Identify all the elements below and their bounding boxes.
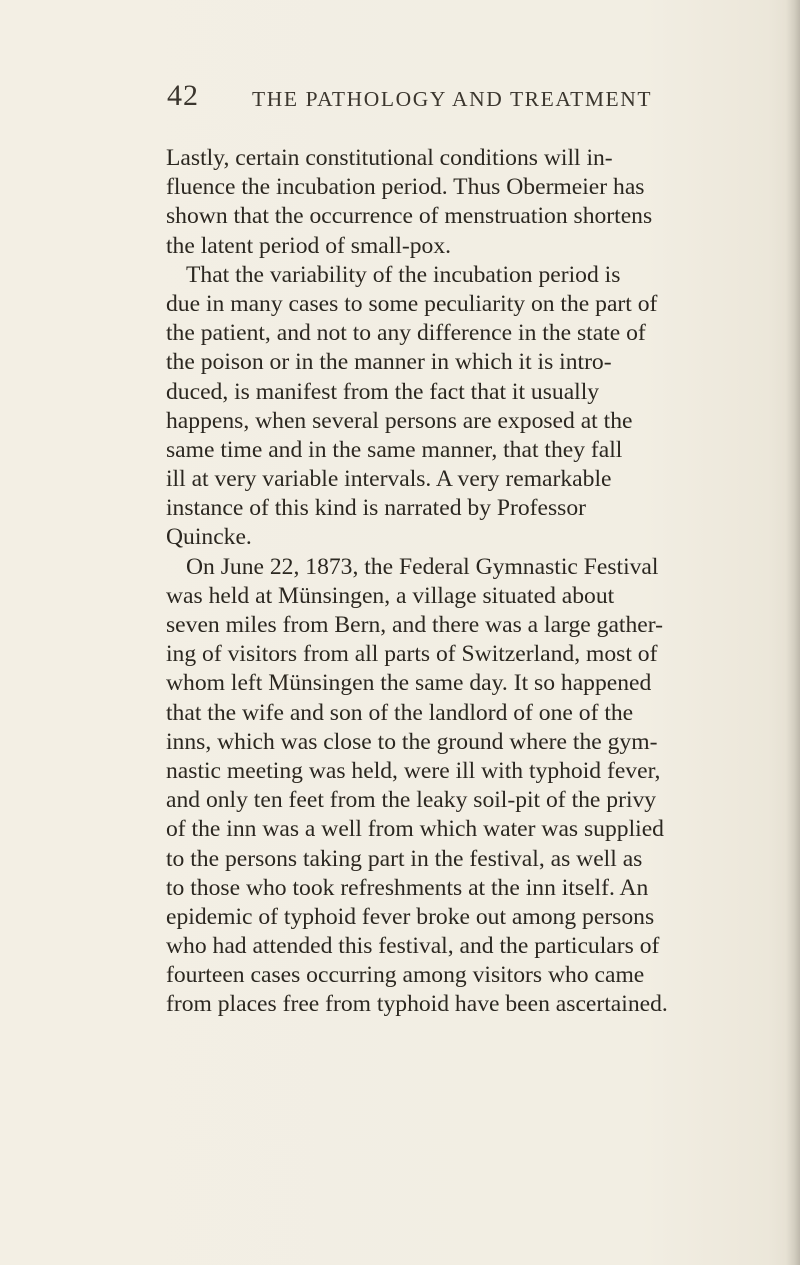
- text-line: That the variability of the incubation period is: [186, 261, 621, 288]
- text-line: instance of this kind is narrated by Professor: [166, 495, 587, 522]
- text-line: the poison or in the manner in which it is intro-: [166, 349, 612, 376]
- text-line: epidemic of typhoid fever broke out among persons: [166, 903, 655, 930]
- text-line: nastic meeting was held, were ill with typhoid fever,: [166, 757, 661, 784]
- text-line: due in many cases to some peculiarity on the part of: [166, 290, 658, 317]
- text-line: duced, is manifest from the fact that it usually: [166, 378, 600, 405]
- text-line: to the persons taking part in the festival, as well as: [166, 845, 643, 872]
- text-line: shown that the occurrence of menstruation shortens: [166, 203, 653, 230]
- page-header: [0, 78, 800, 118]
- text-line: happens, when several persons are exposed at the: [166, 407, 633, 434]
- page-number: 42: [167, 79, 199, 112]
- text-line: that the wife and son of the landlord of one of the: [166, 699, 634, 726]
- text-line: the latent period of small-pox.: [166, 232, 452, 259]
- text-line: Lastly, certain constitutional conditions will in-: [166, 145, 613, 171]
- text-line: On June 22, 1873, the Federal Gymnastic Festival: [186, 553, 659, 580]
- running-head: THE PATHOLOGY AND TREATMENT: [252, 87, 653, 111]
- text-line: who had attended this festival, and the particulars of: [166, 933, 660, 960]
- text-line: ing of visitors from all parts of Switzerland, most of: [166, 641, 658, 668]
- text-line: the patient, and not to any difference in the state of: [166, 320, 646, 347]
- text-line: whom left Münsingen the same day. It so happened: [166, 670, 652, 697]
- text-line: seven miles from Bern, and there was a large gather-: [166, 612, 663, 638]
- text-line: was held at Münsingen, a village situated about: [166, 582, 615, 609]
- text-line: to those who took refreshments at the inn itself. An: [166, 874, 649, 901]
- text-line: inns, which was close to the ground where the gym-: [166, 728, 658, 755]
- text-line: from places free from typhoid have been ascertained.: [166, 991, 668, 1018]
- body-text: [166, 144, 798, 1020]
- text-line: and only ten feet from the leaky soil-pit of the privy: [166, 787, 657, 814]
- text-line: fourteen cases occurring among visitors who came: [166, 962, 645, 989]
- text-line: Quincke.: [166, 524, 252, 551]
- text-line: same time and in the same manner, that they fall: [166, 436, 623, 463]
- text-line: ill at very variable intervals. A very remarkable: [166, 466, 612, 493]
- text-line: fluence the incubation period. Thus Obermeier has: [166, 174, 645, 201]
- text-line: of the inn was a well from which water was supplied: [166, 816, 664, 843]
